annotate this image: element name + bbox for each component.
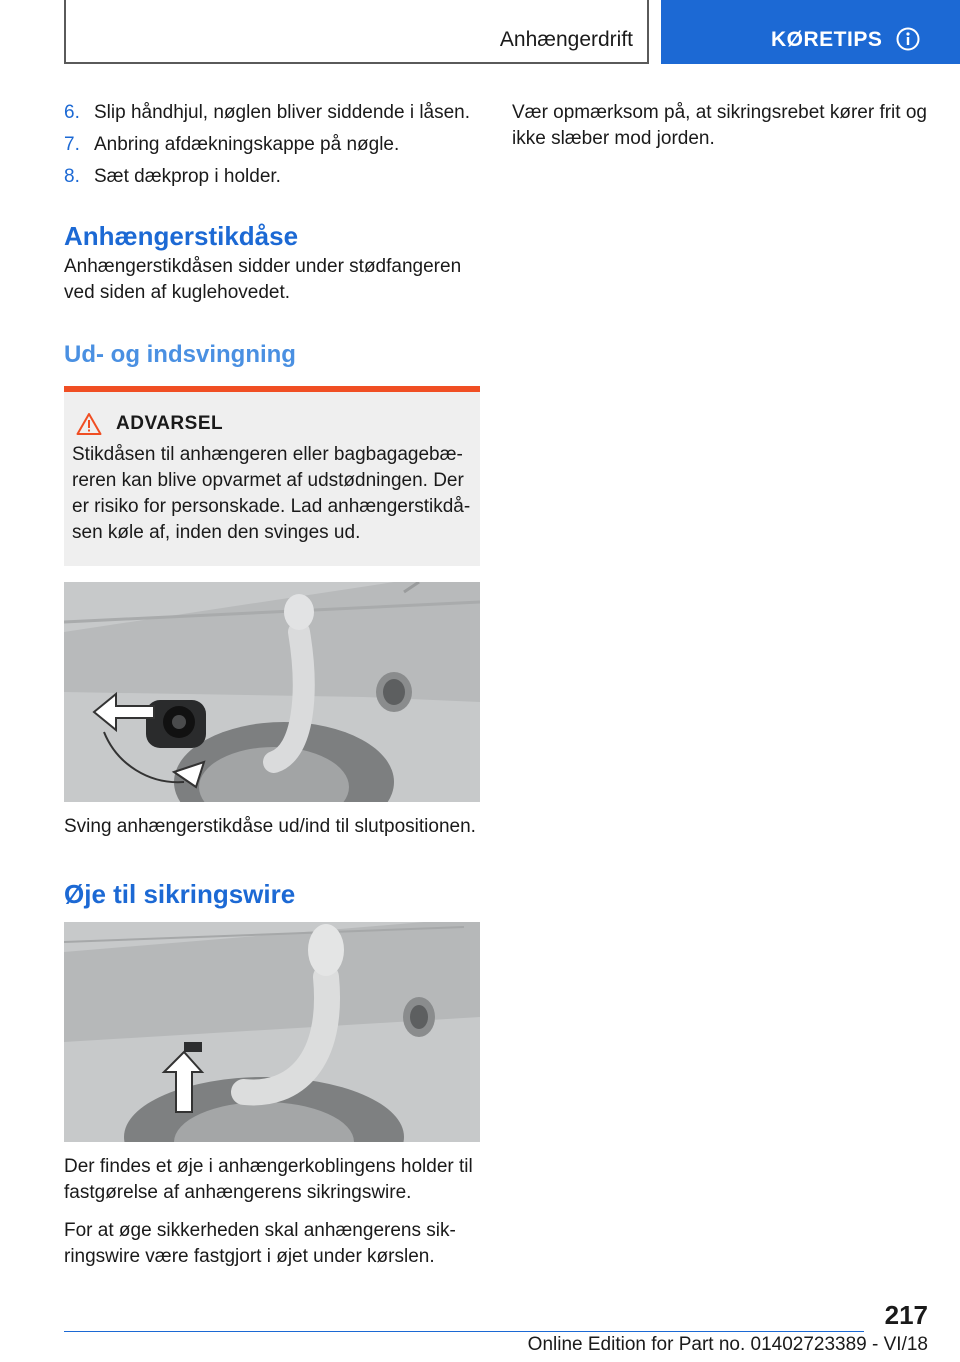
header-section-box: [64, 0, 649, 64]
header-chapter-tab[interactable]: [661, 0, 960, 64]
footer-divider: [64, 1331, 864, 1332]
eye-heading: Øje til sikringswire: [64, 879, 296, 909]
header-chapter-title: KØRETIPS: [771, 28, 883, 51]
info-icon[interactable]: [896, 27, 920, 51]
step-list: [64, 100, 480, 190]
swing-heading: Ud- og indsvingning: [64, 341, 296, 368]
right-column: [512, 100, 932, 152]
warning-text: Stikdåsen til anhængeren eller bagbagagebæreren kan blive opvarmet af udstødningen. Der er risiko for personskade. Lad anhængerstikdåsen køle af, inden den svinges ud.: [72, 444, 471, 543]
swing-caption: Sving anhængerstikdåse ud/ind til slutpositionen.: [64, 816, 476, 837]
eye-text-1: Der findes et øje i anhængerkoblingens holder til fastgørelse af anhængerens sikringswire.: [64, 1156, 473, 1203]
footer-edition: Online Edition for Part no. 01402723389 - VI/18: [527, 1334, 928, 1355]
warning-triangle-icon: [76, 412, 102, 436]
socket-heading: Anhængerstikdåse: [64, 221, 299, 251]
list-item: 7. Anbring afdækningskappe på nøgle.: [64, 134, 400, 155]
warning-box: [64, 386, 480, 566]
right-column-text: Vær opmærksom på, at sikringsrebet kører frit og ikke slæber mod jorden.: [512, 102, 927, 149]
warning-title: ADVARSEL: [116, 413, 224, 434]
header-section-title: Anhængerdrift: [499, 28, 633, 51]
list-item: 8. Sæt dækprop i holder.: [64, 166, 281, 187]
socket-swing-illustration: [64, 582, 480, 802]
left-column: [64, 100, 480, 1270]
list-item: 6. Slip håndhjul, nøglen bliver siddende i låsen.: [64, 102, 471, 123]
eye-text-2: For at øge sikkerheden skal anhængerens sikringswire være fastgjort i øjet under kørslen.: [64, 1220, 456, 1267]
socket-text: Anhængerstikdåsen sidder under stødfangeren ved siden af kuglehovedet.: [64, 256, 462, 303]
safety-eye-illustration: [64, 922, 480, 1142]
page-number: 217: [884, 1300, 928, 1330]
